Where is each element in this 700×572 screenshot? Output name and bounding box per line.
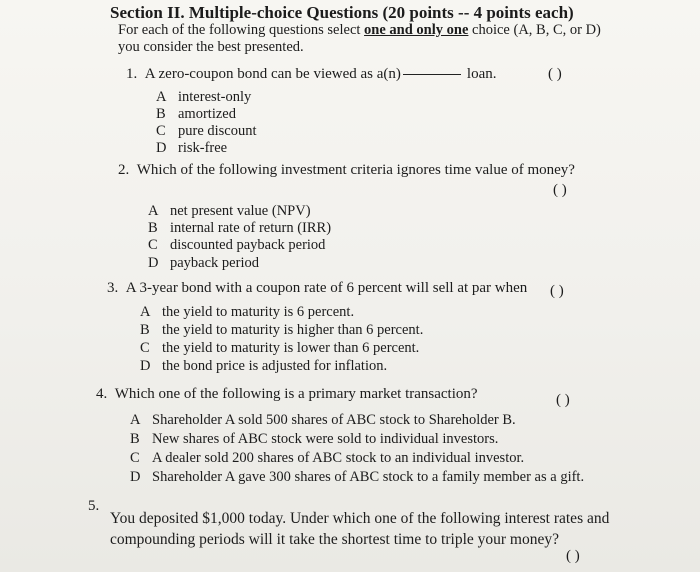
instructions: For each of the following questions select one and only one choice (A, B, C, or D) you consider the best presented. xyxy=(118,22,601,55)
answer-parentheses-2: ( ) xyxy=(553,182,567,198)
question-2-option-d: D payback period xyxy=(148,255,259,271)
question-4-option-b: B New shares of ABC stock were sold to individual investors. xyxy=(130,431,499,447)
question-4-option-c: C A dealer sold 200 shares of ABC stock to an individual investor. xyxy=(130,450,525,466)
question-2-option-b: B internal rate of return (IRR) xyxy=(148,220,332,236)
question-1-option-d: D risk-free xyxy=(156,140,228,156)
question-1-option-c: C pure discount xyxy=(156,123,257,139)
answer-parentheses-4: ( ) xyxy=(556,392,570,408)
question-3-option-a: A the yield to maturity is 6 percent. xyxy=(140,304,355,320)
section-title: Section II. Multiple-choice Questions (20 points -- 4 points each) xyxy=(110,3,574,22)
question-2-option-c: C discounted payback period xyxy=(148,237,326,253)
question-1-option-b: B amortized xyxy=(156,106,236,122)
answer-parentheses-3: ( ) xyxy=(550,283,564,299)
question-3-option-b: B the yield to maturity is higher than 6 percent. xyxy=(140,322,424,338)
answer-parentheses-1: ( ) xyxy=(548,66,562,82)
answer-blank xyxy=(403,74,461,75)
question-4: 4. Which one of the following is a primary market transaction? xyxy=(96,386,478,402)
question-2-option-a: A net present value (NPV) xyxy=(148,203,311,219)
answer-parentheses-5: ( ) xyxy=(566,548,580,564)
question-3: 3. A 3-year bond with a coupon rate of 6 percent will sell at par when xyxy=(107,280,528,296)
question-2: 2. Which of the following investment criteria ignores time value of money? xyxy=(118,162,575,178)
question-4-option-d: D Shareholder A gave 300 shares of ABC stock to a family member as a gift. xyxy=(130,469,585,485)
question-4-option-a: A Shareholder A sold 500 shares of ABC stock to Shareholder B. xyxy=(130,412,516,428)
question-1-option-a: A interest-only xyxy=(156,89,252,105)
question-3-option-d: D the bond price is adjusted for inflation. xyxy=(140,358,388,374)
question-3-option-c: C the yield to maturity is lower than 6 percent. xyxy=(140,340,420,356)
question-5: You deposited $1,000 today. Under which one of the following interest rates and compounding periods will it take the shortest time to triple your money? xyxy=(110,510,610,548)
question-5-number: 5. xyxy=(88,498,100,514)
question-1: 1. A zero-coupon bond can be viewed as a(n) loan. xyxy=(126,66,497,82)
